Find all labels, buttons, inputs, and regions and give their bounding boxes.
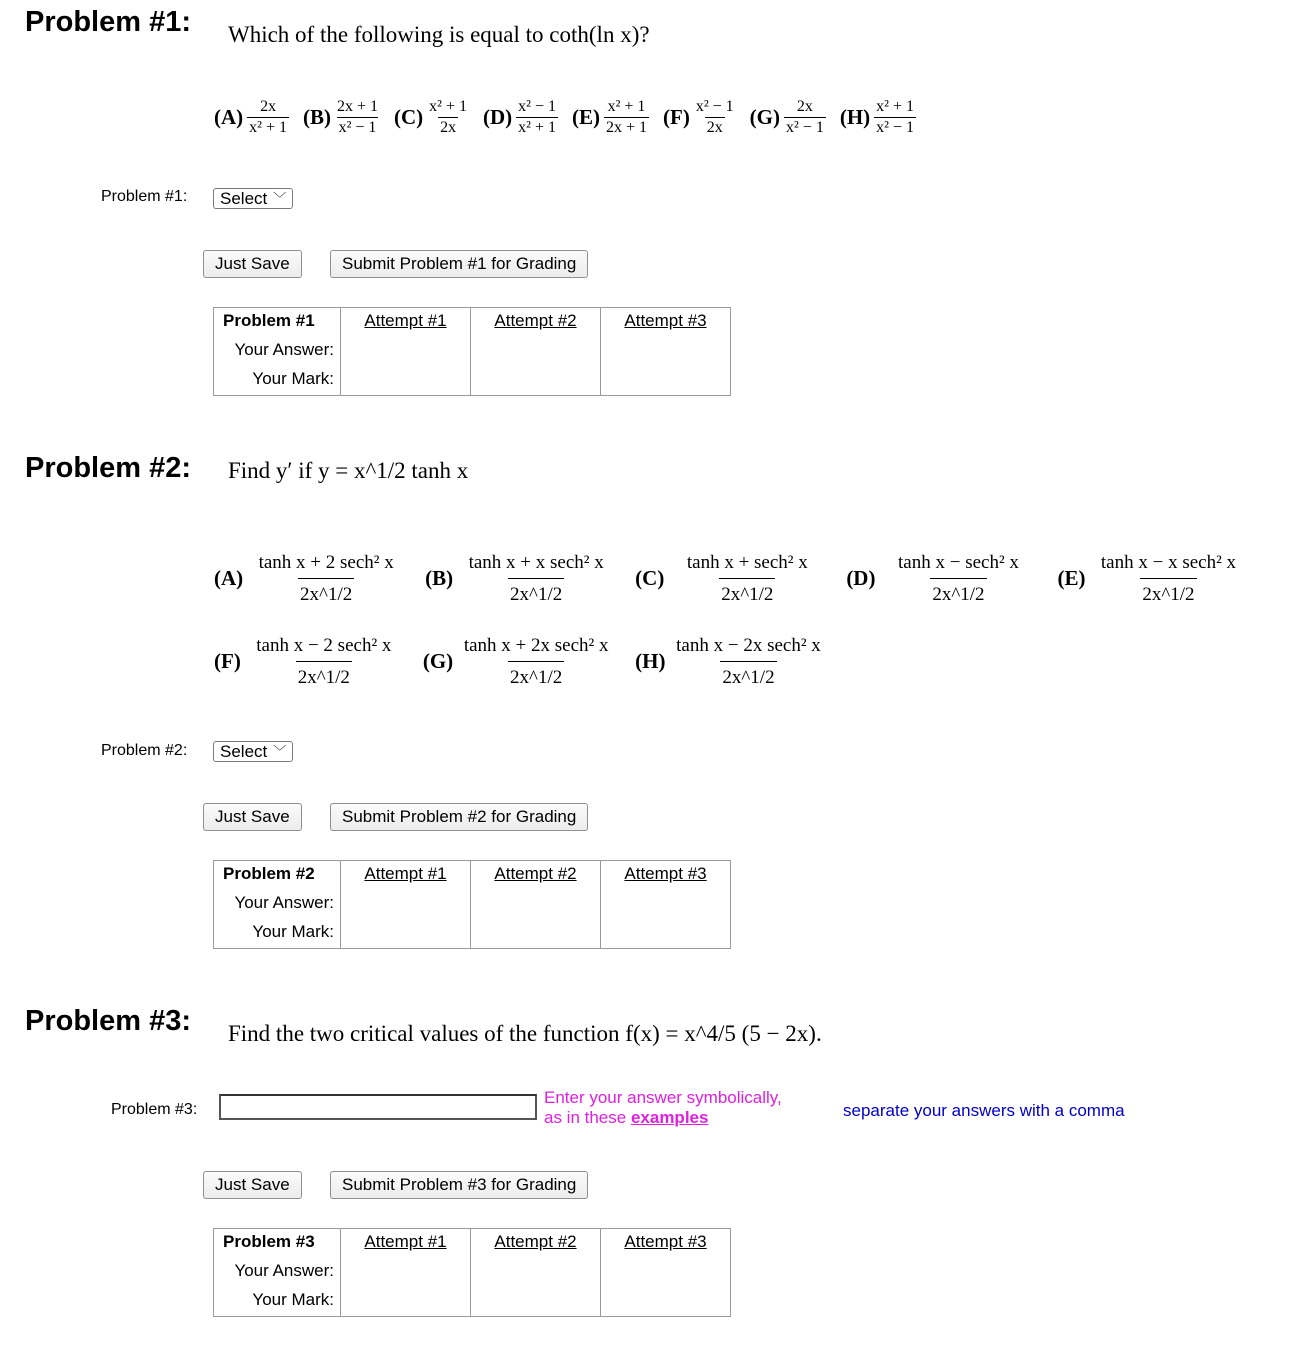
- problem-2-select[interactable]: [213, 741, 293, 762]
- choice-fraction: $\frac{\text{tanh x + sech² x}}{2x\^{}1/2}$: [686, 552, 808, 605]
- choice-label: (B): [302, 105, 331, 129]
- your-mark-label: Your Mark:: [252, 922, 334, 941]
- choice-b: [425, 553, 615, 604]
- choice-label: (G): [749, 105, 780, 129]
- table-header: Problem #3: [223, 1232, 315, 1251]
- choice-fraction: $\frac{\text{tanh x − 2x sech² x}}{2x\^{}1/2}$: [676, 635, 821, 688]
- hint-line-1: Enter your answer symbolically,: [544, 1088, 782, 1107]
- choice-c: [635, 553, 826, 604]
- attempt-3-link[interactable]: Attempt #3: [624, 311, 707, 330]
- problem-2-title: Problem #2:: [25, 452, 191, 484]
- choice-label: (A): [214, 566, 244, 590]
- problem-2-choices-row-1: [214, 553, 1247, 604]
- choice-fraction: $\frac{\text{tanh x + x sech² x}}{2x\^{}1/2}$: [468, 552, 604, 605]
- choice-label: (H): [635, 649, 666, 673]
- problem-2-submit-button[interactable]: Submit Problem #2 for Grading: [330, 803, 588, 831]
- your-answer-label: Your Answer:: [234, 340, 334, 359]
- choice-fraction: $\frac{\text{tanh x − 2 sech² x}}{2x\^{}1/2}$: [256, 635, 392, 688]
- choice-e: [1057, 553, 1247, 604]
- choice-label: (C): [394, 105, 424, 129]
- attempt-2-link[interactable]: Attempt #2: [494, 1232, 577, 1251]
- select-value: Select: [220, 188, 268, 208]
- your-mark-label: Your Mark:: [252, 369, 334, 388]
- choice-label: (H): [839, 105, 871, 129]
- problem-1-attempts-table: [213, 307, 731, 396]
- choice-f: [663, 99, 736, 136]
- your-answer-label: Your Answer:: [234, 1261, 334, 1280]
- choice-fraction: $\frac{\text{x² − 1}}{2x}$: [695, 98, 734, 136]
- choice-fraction: $\frac{2x + 1}{\text{x² − 1}}$: [336, 98, 379, 136]
- choice-a: [214, 553, 405, 604]
- choice-label: (A): [214, 105, 244, 129]
- choice-fraction: $\frac{\text{tanh x − sech² x}}{2x\^{}1/2}$: [898, 552, 1019, 605]
- choice-label: (D): [846, 566, 876, 590]
- your-mark-label: Your Mark:: [252, 1290, 334, 1309]
- select-value: Select: [220, 741, 268, 761]
- choice-fraction: $\frac{\text{x² + 1}}{2x + 1}$: [605, 98, 648, 136]
- choice-f: [214, 636, 403, 687]
- problem-3-title: Problem #3:: [25, 1005, 191, 1037]
- choice-label: (E): [1057, 566, 1086, 590]
- attempt-1-link[interactable]: Attempt #1: [364, 311, 447, 330]
- problem-2-question: Find y′ if y = x^1/2 tanh x: [228, 458, 469, 483]
- choice-fraction: $\frac{\text{x² − 1}}{\text{x² + 1}}$: [518, 98, 556, 136]
- attempt-3-link[interactable]: Attempt #3: [624, 1232, 707, 1251]
- problem-1-question: Which of the following is equal to coth(ln x)?: [228, 22, 650, 47]
- choice-c: [394, 99, 469, 136]
- choice-label: (D): [483, 105, 513, 129]
- choice-fraction: $\frac{\text{tanh x − x sech² x}}{2x\^{}1/2}$: [1100, 552, 1237, 605]
- table-header: Problem #1: [223, 311, 315, 330]
- problem-1-select[interactable]: [213, 188, 293, 209]
- examples-link[interactable]: examples: [630, 1108, 709, 1127]
- chevron-down-icon: ﹀: [273, 744, 287, 759]
- problem-1-answer-label: Problem #1:: [101, 188, 188, 205]
- choice-d: [846, 553, 1037, 604]
- problem-3-question: Find the two critical values of the function f(x) = x^4/5 (5 − 2x).: [228, 1021, 822, 1046]
- choice-label: (G): [422, 649, 454, 673]
- attempt-1-link[interactable]: Attempt #1: [364, 864, 447, 883]
- problem-2-answer-label: Problem #2:: [101, 742, 188, 759]
- choice-g: [750, 99, 826, 136]
- choice-e: [572, 99, 649, 136]
- choice-a: [214, 99, 289, 136]
- problem-1-just-save-button[interactable]: Just Save: [203, 250, 302, 278]
- problem-2-choices-row-2: [214, 636, 827, 687]
- choice-label: (F): [214, 649, 241, 673]
- choice-fraction: $\frac{\text{tanh x + 2 sech² x}}{2x\^{}1/2}$: [258, 552, 394, 605]
- problem-3-just-save-button[interactable]: Just Save: [203, 1171, 302, 1199]
- problem-1-choices: [214, 99, 916, 136]
- choice-b: [303, 99, 380, 136]
- choice-fraction: $\frac{2x}{\text{x² + 1}}$: [249, 98, 287, 136]
- problem-2-attempts-table: [213, 860, 731, 949]
- choice-fraction: $\frac{\text{x² + 1}}{2x}$: [429, 98, 467, 136]
- problem-1-submit-button[interactable]: Submit Problem #1 for Grading: [330, 250, 588, 278]
- choice-fraction: $\frac{\text{tanh x + 2x sech² x}}{2x\^{}1/2}$: [463, 635, 609, 688]
- problem-3-submit-button[interactable]: Submit Problem #3 for Grading: [330, 1171, 588, 1199]
- attempt-2-link[interactable]: Attempt #2: [494, 311, 577, 330]
- problem-3-answer-label: Problem #3:: [111, 1101, 198, 1118]
- hint-line-2: as in these examples: [544, 1108, 709, 1127]
- choice-label: (E): [571, 105, 600, 129]
- attempt-2-link[interactable]: Attempt #2: [494, 864, 577, 883]
- attempt-1-link[interactable]: Attempt #1: [364, 1232, 447, 1251]
- problem-2-just-save-button[interactable]: Just Save: [203, 803, 302, 831]
- choice-label: (B): [425, 566, 454, 590]
- table-header: Problem #2: [223, 864, 315, 883]
- choice-fraction: $\frac{2x}{\text{x² − 1}}$: [786, 98, 824, 136]
- choice-label: (F): [663, 105, 690, 129]
- your-answer-label: Your Answer:: [234, 893, 334, 912]
- problem-1-title: Problem #1:: [25, 6, 191, 38]
- choice-fraction: $\frac{\text{x² + 1}}{\text{x² − 1}}$: [876, 98, 914, 136]
- choice-h: [840, 99, 916, 136]
- choice-g: [423, 636, 615, 687]
- problem-3-hint: [544, 1088, 782, 1128]
- choice-label: (C): [635, 566, 665, 590]
- problem-3-answer-input[interactable]: [219, 1094, 537, 1120]
- attempt-3-link[interactable]: Attempt #3: [624, 864, 707, 883]
- problem-3-note: separate your answers with a comma: [843, 1101, 1125, 1120]
- problem-3-attempts-table: [213, 1228, 731, 1317]
- choice-d: [483, 99, 558, 136]
- chevron-down-icon: ﹀: [273, 191, 287, 206]
- choice-h: [635, 636, 827, 687]
